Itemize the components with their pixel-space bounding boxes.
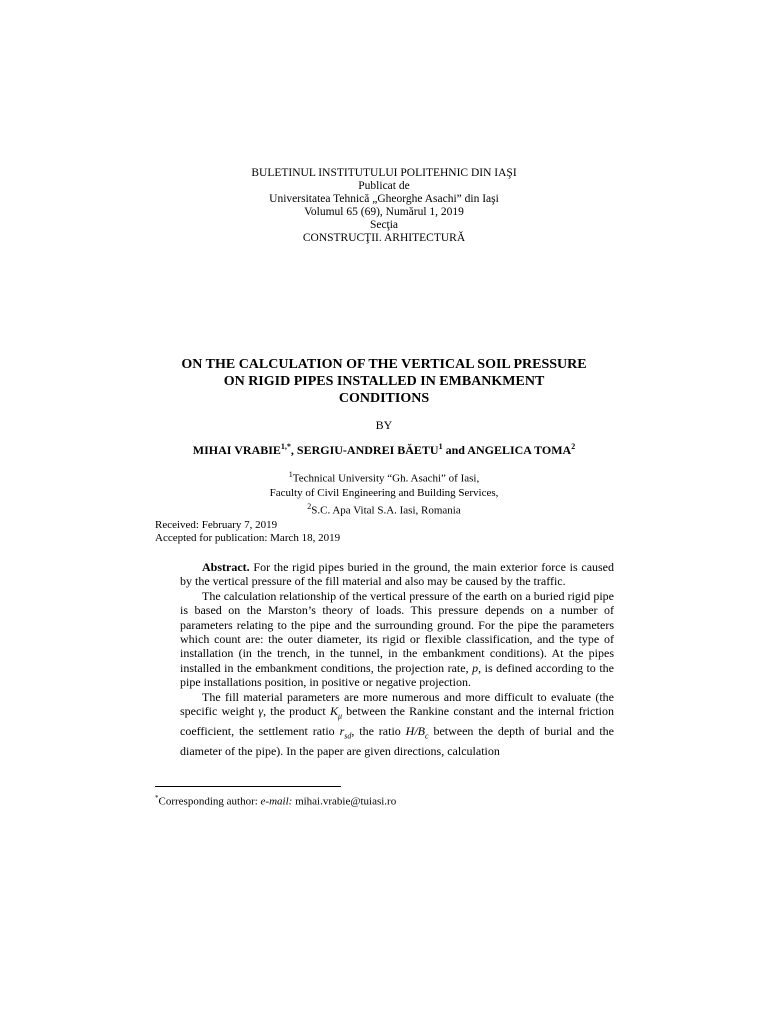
section-label: Secţia [369, 219, 399, 231]
abstract-text: between the depth of burial and the diameter of the pipe). In the paper are given directions, calculation [180, 723, 614, 758]
author-affil-marker: 1,* [280, 442, 291, 451]
affiliation-text: Faculty of Civil Engineering and Building Services, [269, 486, 499, 499]
author-name: MIHAI VRABIE [192, 443, 281, 457]
abstract-text: , is defined according to the pipe installations position, in positive or negative projection. [180, 660, 614, 690]
abstract-subscript: sd [344, 731, 352, 741]
abstract-label: Abstract. [202, 560, 250, 574]
email-address: mihai.vrabie@tuiasi.ro [292, 795, 397, 808]
abstract-text: , the ratio [351, 723, 406, 738]
journal-name: BULETINUL INSTITUTULUI POLITEHNIC DIN IAŞI [251, 167, 517, 179]
abstract-paragraph-3 [180, 690, 614, 758]
affiliation-text: Technical University “Gh. Asachi” of Iasi, [292, 472, 480, 485]
abstract-variable: r [339, 723, 345, 738]
accepted-date: Accepted for publication: March 18, 2019 [155, 532, 341, 544]
affiliation-text: S.C. Apa Vital S.A. Iasi, Romania [311, 504, 461, 517]
abstract-variable: H/B [405, 723, 426, 738]
abstract-subscript: μ [337, 711, 342, 721]
email-label: e-mail: [260, 795, 293, 808]
author-separator: , [290, 443, 297, 457]
author-name: ANGELICA TOMA [467, 443, 572, 457]
affiliation-marker: 1 [288, 470, 293, 479]
by-label: BY [375, 418, 393, 432]
publication-dates [155, 519, 340, 545]
volume-info: Volumul 65 (69), Numărul 1, 2019 [304, 206, 464, 218]
paper-title [150, 356, 618, 407]
title-line-1: ON THE CALCULATION OF THE VERTICAL SOIL PRESSURE [181, 357, 587, 372]
affiliation-line [0, 468, 768, 486]
title-line-3: CONDITIONS [338, 391, 430, 406]
author-name: SERGIU-ANDREI BĂETU [296, 443, 439, 457]
author-affil-marker: 2 [571, 442, 576, 451]
abstract-text: The fill material parameters are more numerous and more difficult to evaluate (the specific weight [180, 689, 614, 719]
affiliations [0, 468, 768, 517]
abstract-text: For the rigid pipes buried in the ground, the main exterior force is caused by the vertical pressure of the fill material and also may be caused by the traffic. [180, 560, 615, 589]
footnote-label: Corresponding author: [158, 795, 261, 808]
author-separator: and [442, 443, 468, 457]
abstract-paragraph-2 [180, 589, 614, 690]
abstract-paragraph-1 [180, 560, 614, 589]
abstract-text: , the product [263, 704, 330, 719]
footnote [155, 794, 396, 808]
abstract-variable: γ [258, 704, 264, 719]
author-affil-marker: 1 [438, 442, 443, 451]
university-name: Universitatea Tehnică „Gheorghe Asachi” din Iaşi [269, 193, 499, 205]
affiliation-line [0, 486, 768, 500]
author-list [0, 442, 768, 458]
abstract-subscript: c [425, 731, 429, 741]
title-line-2: ON RIGID PIPES INSTALLED IN EMBANKMENT [223, 374, 545, 389]
abstract [180, 560, 614, 758]
section-name: CONSTRUCŢII. ARHITECTURĂ [302, 232, 466, 244]
abstract-variable: K [329, 704, 338, 719]
footnote-marker: * [155, 794, 159, 802]
footnote-divider [155, 786, 341, 787]
abstract-text: between the Rankine constant and the internal friction coefficient, the settlement ratio [180, 704, 614, 738]
abstract-variable: p [472, 660, 479, 675]
affiliation-line [0, 500, 768, 518]
affiliation-marker: 2 [307, 501, 312, 511]
abstract-text: The calculation relationship of the vertical pressure of the earth on a buried rigid pipe is based on the Marston’s theory of loads. This pressure depends on a number of parameters relating to the pipe and the surrounding ground. For the pipe the parameters which count are: the outer diameter, its rigid or flexible classification, and the type of installation (in the trench, in the tunnel, in the embankment conditions). At the pipes installed in the embankment conditions, the projection rate, [180, 588, 614, 675]
received-date: Received: February 7, 2019 [155, 519, 278, 531]
published-by-label: Publicat de [358, 180, 410, 192]
